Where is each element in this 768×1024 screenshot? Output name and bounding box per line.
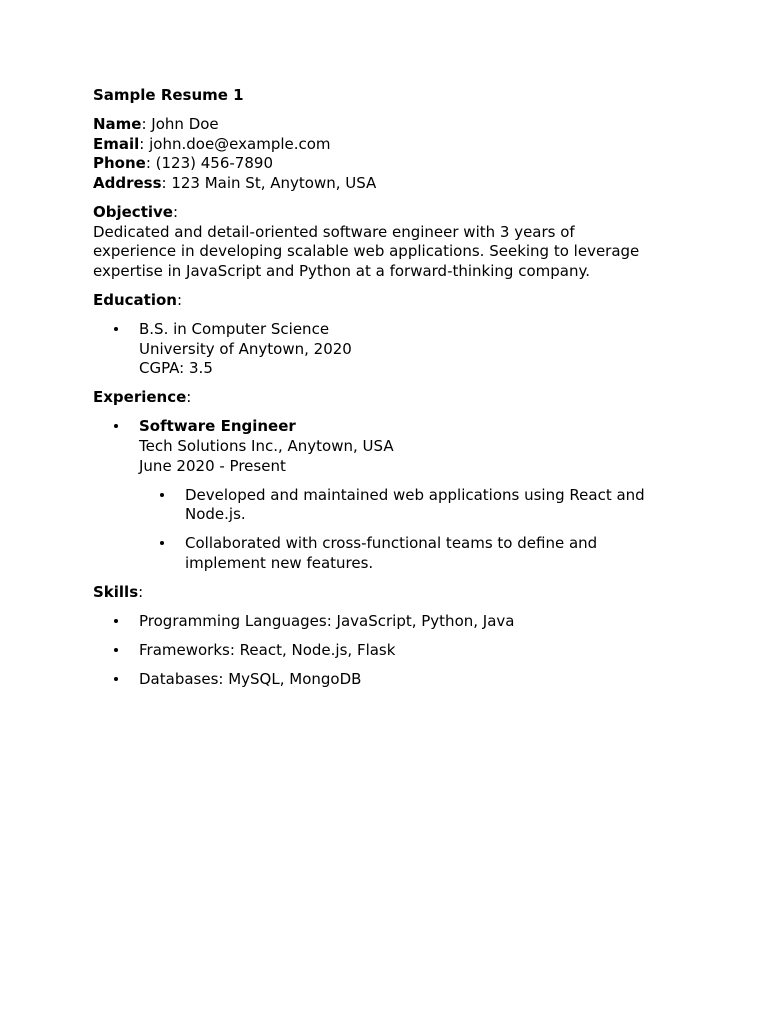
skill-item <box>93 641 673 661</box>
resume-title <box>93 86 673 106</box>
duty-2-line-2: implement new features. <box>185 553 374 572</box>
job-company: Tech Solutions Inc., Anytown, USA <box>139 436 394 455</box>
skills-list <box>93 612 673 690</box>
duty-2-line-1: Collaborated with cross-functional teams to define and <box>185 534 598 553</box>
objective-line-2: experience in developing scalable web applications. Seeking to leverage <box>93 242 640 261</box>
education-heading <box>93 291 673 311</box>
name-label: Name <box>93 115 142 134</box>
bullet-icon <box>160 541 164 545</box>
phone-label: Phone <box>93 154 146 173</box>
bullet-icon <box>114 619 118 623</box>
contact-phone <box>93 154 673 174</box>
phone-value: : (123) 456-7890 <box>145 154 273 173</box>
contact-name <box>93 115 673 135</box>
bullet-icon <box>160 493 164 497</box>
job-title: Software Engineer <box>139 417 296 436</box>
bullet-icon <box>114 648 118 652</box>
experience-list <box>93 417 673 573</box>
contact-email <box>93 135 673 155</box>
address-value: : 123 Main St, Anytown, USA <box>161 173 377 192</box>
experience-heading <box>93 388 673 408</box>
duty-item <box>139 486 673 525</box>
address-label: Address <box>93 173 162 192</box>
skills-colon: : <box>138 582 144 601</box>
name-value: : John Doe <box>141 115 219 134</box>
objective-line-3: expertise in JavaScript and Python at a forward-thinking company. <box>93 261 590 280</box>
experience-colon: : <box>186 388 192 407</box>
education-colon: : <box>176 290 183 309</box>
experience-heading-text: Experience <box>93 388 187 407</box>
skill-frameworks: Frameworks: React, Node.js, Flask <box>139 641 396 660</box>
education-item <box>93 320 673 379</box>
objective-section <box>93 203 673 281</box>
email-label: Email <box>93 134 140 153</box>
duty-1-line-1: Developed and maintained web applications using React and <box>185 485 645 504</box>
contact-section <box>93 115 673 193</box>
duty-1-line-2: Node.js. <box>185 505 246 524</box>
skills-heading-text: Skills <box>93 582 139 601</box>
objective-heading-text: Objective <box>93 202 173 221</box>
job-dates: June 2020 - Present <box>139 456 286 475</box>
bullet-icon <box>114 327 118 331</box>
education-degree: B.S. in Computer Science <box>139 319 330 338</box>
duties-list <box>139 486 673 574</box>
education-list <box>93 320 673 379</box>
bullet-icon <box>114 677 118 681</box>
objective-line-1: Dedicated and detail-oriented software engineer with 3 years of <box>93 222 575 241</box>
skill-item <box>93 670 673 690</box>
resume-content <box>93 86 673 699</box>
email-value: : john.doe@example.com <box>139 134 331 153</box>
bullet-icon <box>114 424 118 428</box>
education-cgpa: CGPA: 3.5 <box>139 359 213 378</box>
objective-heading <box>93 203 673 223</box>
experience-item <box>93 417 673 573</box>
objective-colon: : <box>172 202 179 221</box>
resume-title-text: Sample Resume 1 <box>93 86 244 104</box>
education-heading-text: Education <box>93 290 177 309</box>
skill-databases: Databases: MySQL, MongoDB <box>139 670 362 689</box>
skills-heading <box>93 583 673 603</box>
skill-programming-languages: Programming Languages: JavaScript, Python, Java <box>139 612 515 631</box>
skill-item <box>93 612 673 632</box>
duty-item <box>139 534 673 573</box>
contact-address <box>93 174 673 194</box>
education-school: University of Anytown, 2020 <box>139 339 352 358</box>
